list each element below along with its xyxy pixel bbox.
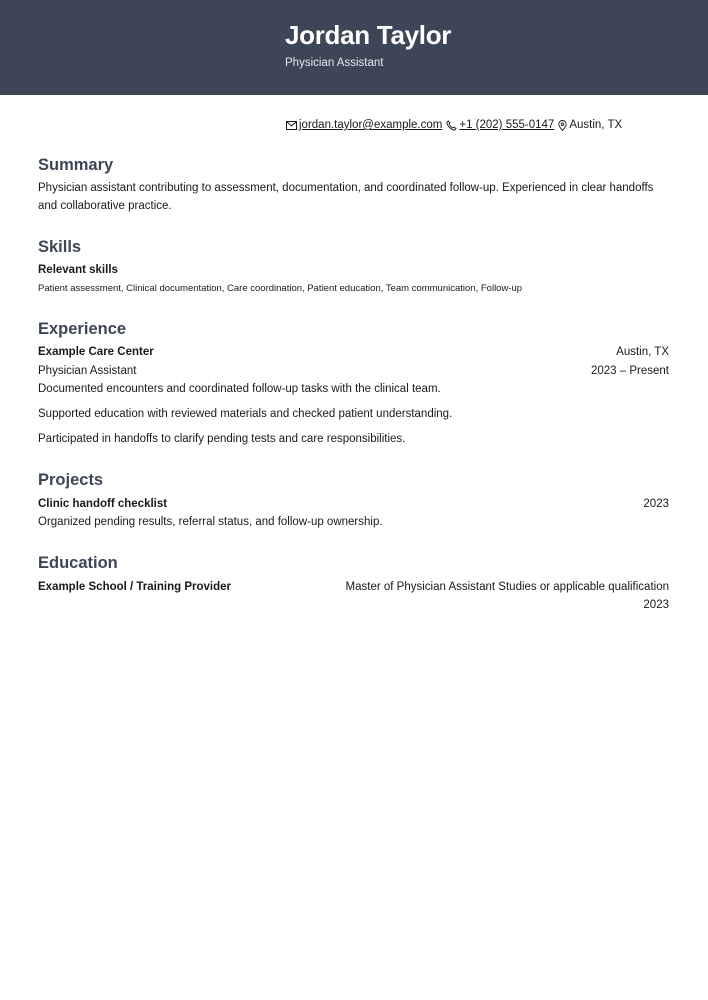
- education-year: 2023: [643, 599, 669, 611]
- location-text: Austin, TX: [569, 119, 623, 131]
- skills-heading: Skills: [38, 238, 82, 256]
- project-year: 2023: [643, 498, 669, 510]
- experience-bullet: Documented encounters and coordinated follow-up tasks with the clinical team.: [38, 383, 441, 395]
- email-link[interactable]: jordan.taylor@example.com: [299, 119, 443, 131]
- project-name: Clinic handoff checklist: [38, 498, 168, 510]
- summary-line-1: Physician assistant contributing to assessment, documentation, and coordinated follow-up. Experienced in clear handoffs: [38, 182, 654, 194]
- education-degree: Master of Physician Assistant Studies or applicable qualification: [345, 581, 669, 593]
- experience-bullet: Participated in handoffs to clarify pending tests and care responsibilities.: [38, 433, 406, 445]
- mail-icon: [286, 121, 297, 130]
- experience-bullet: Supported education with reviewed materials and checked patient understanding.: [38, 408, 453, 420]
- experience-heading: Experience: [38, 320, 127, 338]
- experience-employer: Example Care Center: [38, 346, 154, 358]
- skills-subheading: Relevant skills: [38, 264, 118, 276]
- skills-list: Patient assessment, Clinical documentation, Care coordination, Patient education, Team communication, Follow-up: [38, 283, 523, 294]
- summary-heading: Summary: [38, 156, 114, 174]
- education-heading: Education: [38, 554, 118, 572]
- project-description: Organized pending results, referral status, and follow-up ownership.: [38, 516, 383, 528]
- education-school: Example School / Training Provider: [38, 581, 231, 593]
- resume-header: [0, 0, 708, 95]
- contact-bar: [286, 117, 622, 133]
- candidate-title: Physician Assistant: [285, 57, 384, 69]
- experience-location: Austin, TX: [616, 346, 669, 358]
- phone-icon: [446, 120, 457, 131]
- location-pin-icon: [558, 120, 567, 131]
- experience-role: Physician Assistant: [38, 365, 137, 377]
- experience-dates: 2023 – Present: [590, 365, 669, 377]
- phone-link[interactable]: +1 (202) 555-0147: [459, 119, 555, 131]
- projects-heading: Projects: [38, 471, 104, 489]
- summary-line-2: and collaborative practice.: [38, 200, 172, 212]
- candidate-name: Jordan Taylor: [285, 20, 452, 50]
